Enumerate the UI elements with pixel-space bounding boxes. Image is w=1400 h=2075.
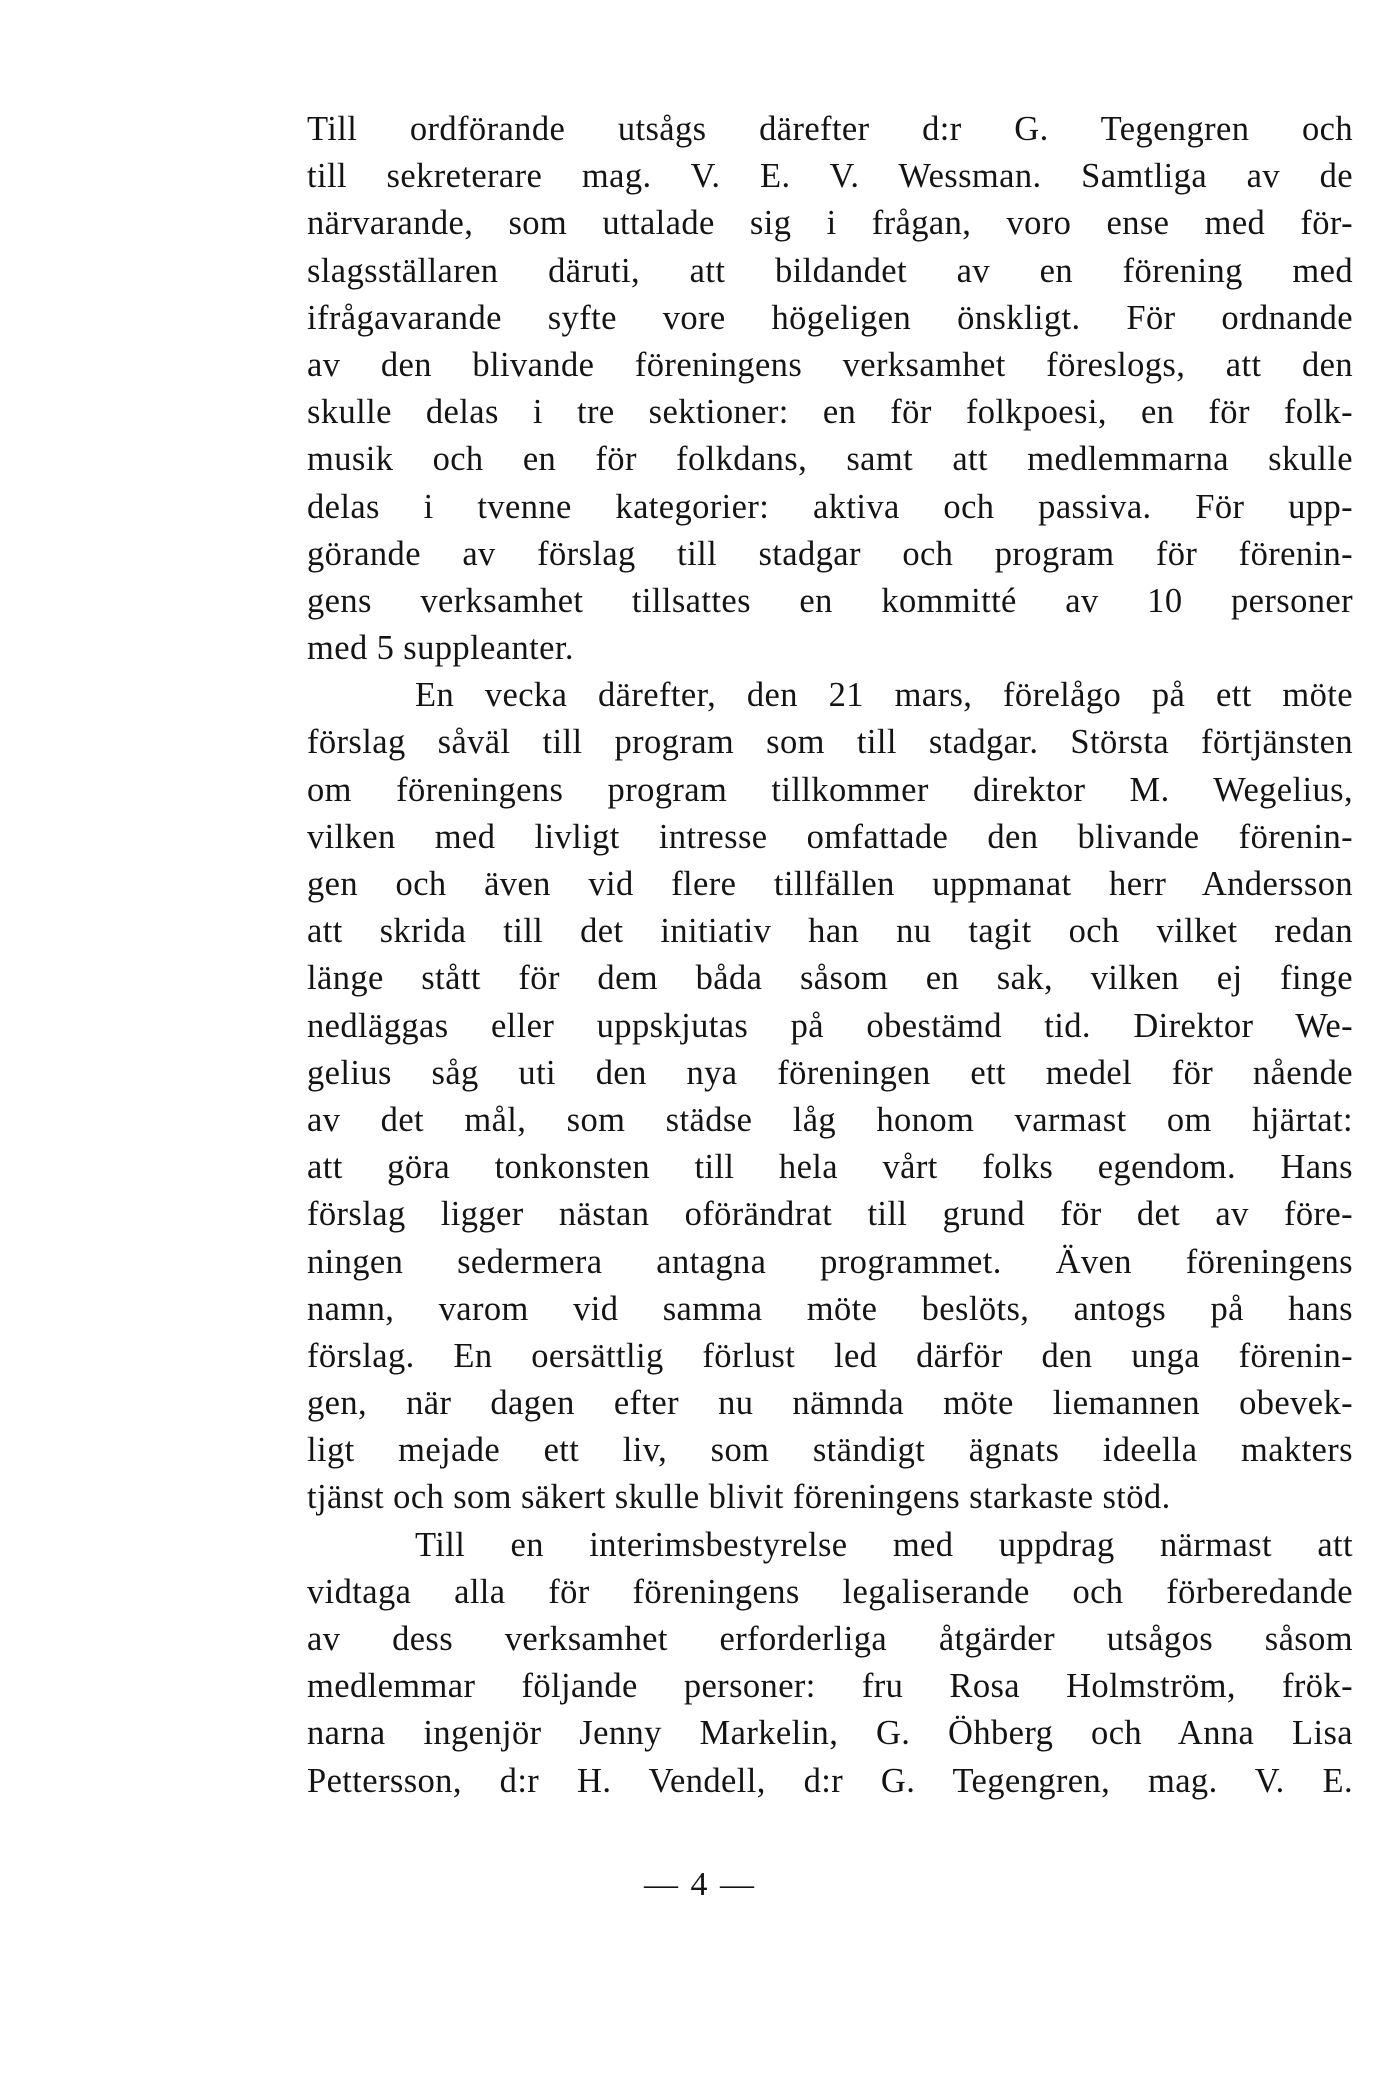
paragraph-start-line: Till en interimsbestyrelse med uppdrag närmast att xyxy=(415,1525,1353,1564)
text-line: att göra tonkonsten till hela vårt folks egendom. Hans xyxy=(307,1148,1353,1187)
text-line: förslag. En oersättlig förlust led därför den unga förenin- xyxy=(307,1336,1353,1375)
text-line: ligt mejade ett liv, som ständigt ägnats ideella makters xyxy=(307,1431,1353,1470)
text-line: gelius såg uti den nya föreningen ett medel för nående xyxy=(307,1053,1353,1092)
page-number: — 4 — xyxy=(644,1866,756,1903)
text-line: gen, när dagen efter nu nämnda möte liemannen obevek- xyxy=(307,1384,1353,1423)
body-text xyxy=(307,106,1353,1805)
text-line: förslag ligger nästan oförändrat till grund för det av före- xyxy=(307,1195,1353,1234)
text-line: med 5 suppleanter. xyxy=(307,629,574,668)
text-line: namn, varom vid samma möte beslöts, antogs på hans xyxy=(307,1289,1353,1328)
text-line: skulle delas i tre sektioner: en för folkpoesi, en för folk- xyxy=(307,393,1353,432)
text-line: Till ordförande utsågs därefter d:r G. Tegengren och xyxy=(307,110,1353,148)
text-line: närvarande, som uttalade sig i frågan, voro ense med för- xyxy=(307,204,1353,243)
text-line: av den blivande föreningens verksamhet föreslogs, att den xyxy=(307,345,1353,384)
text-line: vilken med livligt intresse omfattade den blivande förenin- xyxy=(307,817,1353,856)
text-line: till sekreterare mag. V. E. V. Wessman. Samtliga av de xyxy=(307,157,1353,196)
text-line: förslag såväl till program som till stadgar. Största förtjänsten xyxy=(307,723,1353,762)
text-line: att skrida till det initiativ han nu tagit och vilket redan xyxy=(307,912,1353,951)
text-line: slagsställaren däruti, att bildandet av en förening med xyxy=(307,251,1353,290)
text-line: av dess verksamhet erforderliga åtgärder utsågos såsom xyxy=(307,1620,1353,1658)
text-line: ningen sedermera antagna programmet. Även föreningens xyxy=(307,1242,1353,1281)
text-line: medlemmar följande personer: fru Rosa Holmström, frök- xyxy=(307,1667,1353,1706)
text-line: gens verksamhet tillsattes en kommitté av 10 personer xyxy=(307,581,1353,620)
paragraph-start-line: En vecka därefter, den 21 mars, förelågo på ett möte xyxy=(415,676,1353,715)
text-line: narna ingenjör Jenny Markelin, G. Öhberg och Anna Lisa xyxy=(307,1714,1353,1753)
text-line: görande av förslag till stadgar och program för förenin- xyxy=(307,534,1353,573)
text-line: gen och även vid flere tillfällen uppmanat herr Andersson xyxy=(307,865,1353,903)
text-line: vidtaga alla för föreningens legaliserande och förberedande xyxy=(307,1572,1353,1611)
text-line: länge stått för dem båda såsom en sak, vilken ej finge xyxy=(307,959,1353,998)
text-line: Pettersson, d:r H. Vendell, d:r G. Tegengren, mag. V. E. xyxy=(307,1761,1353,1800)
text-line: delas i tvenne kategorier: aktiva och passiva. För upp- xyxy=(307,487,1353,526)
text-line: musik och en för folkdans, samt att medlemmarna skulle xyxy=(307,440,1353,479)
text-line: ifrågavarande syfte vore högeligen önskligt. För ordnande xyxy=(307,298,1353,337)
text-line: om föreningens program tillkommer direktor M. Wegelius, xyxy=(307,770,1353,809)
text-line: nedläggas eller uppskjutas på obestämd tid. Direktor We- xyxy=(307,1006,1353,1045)
text-line: tjänst och som säkert skulle blivit föreningens starkaste stöd. xyxy=(307,1478,1171,1517)
text-line: av det mål, som städse låg honom varmast om hjärtat: xyxy=(307,1100,1353,1139)
